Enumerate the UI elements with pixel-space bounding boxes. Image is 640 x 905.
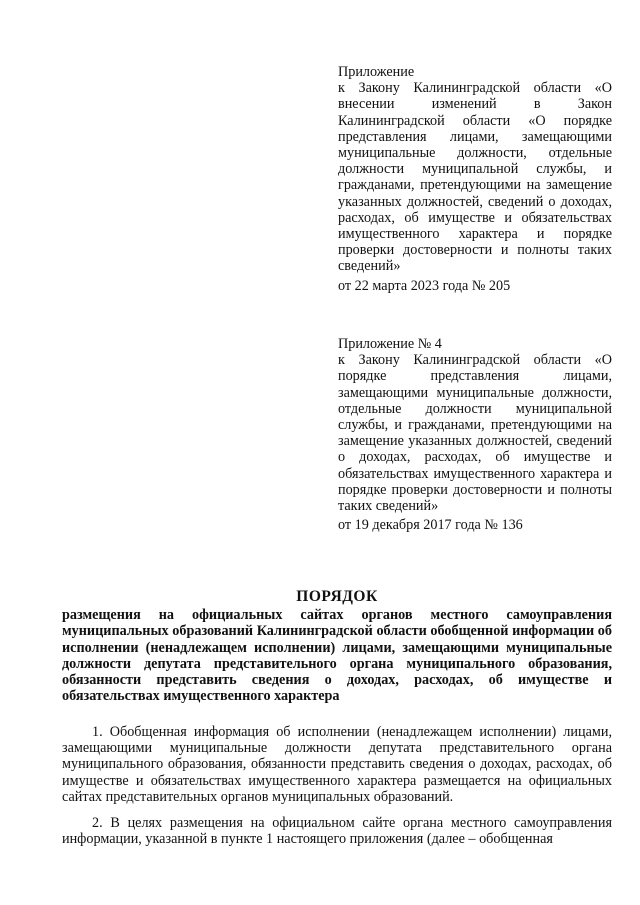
document-title: ПОРЯДОК [296,588,378,605]
appendix-1-header [338,64,612,294]
appendix-4-header [338,336,612,533]
document-subtitle: размещения на официальных сайтах органов местного самоуправления муниципальных образований Калининградской области обобщенной информации об исполнении (ненадлежащем исполнении) лицами, замещающими муниципальные должности депутата представительного органа муниципального образования, обязанности представить сведения о доходах, расходах, об имуществе и обязательствах имущественного характера [62,607,612,705]
paragraph-2: 2. В целях размещения на официальном сайте органа местного самоуправления информации, указанной в пункте 1 настоящего приложения (далее – обобщенная [62,815,612,848]
paragraph-1: 1. Обобщенная информация об исполнении (ненадлежащем исполнении) лицами, замещающими муниципальные должности депутата представительного органа муниципального образования, обязанности представить сведения о доходах, расходах, об имуществе и обязательствах имущественного характера размещается на официальных сайтах представительных органов муниципальных образований. [62,724,612,805]
appendix-4-title: Приложение № 4 [338,336,442,352]
appendix-4-date: от 19 декабря 2017 года № 136 [338,517,523,534]
appendix-1-date: от 22 марта 2023 года № 205 [338,277,511,294]
appendix-1-body: к Закону Калининградской области «О внесении изменений в Закон Калининградской области «О порядке представления лицами, замещающими муниципальные должности, отдельные должности муниципальной службы, и гражданами, претендующими на замещение указанных должностей, сведений о доходах, расходах, об имуществе и обязательствах имущественного характера и порядке проверки достоверности и полноты таких сведений» [338,80,612,275]
appendix-1-title: Приложение [338,64,415,80]
appendix-4-body: к Закону Калининградской области «О порядке представления лицами, замещающими муниципальные должности, отдельные должности муниципальной службы, и гражданами, претендующими на замещение указанных должностей, сведений о доходах, расходах, об имуществе и обязательствах имущественного характера и порядке проверки достоверности и полноты таких сведений» [338,352,612,515]
